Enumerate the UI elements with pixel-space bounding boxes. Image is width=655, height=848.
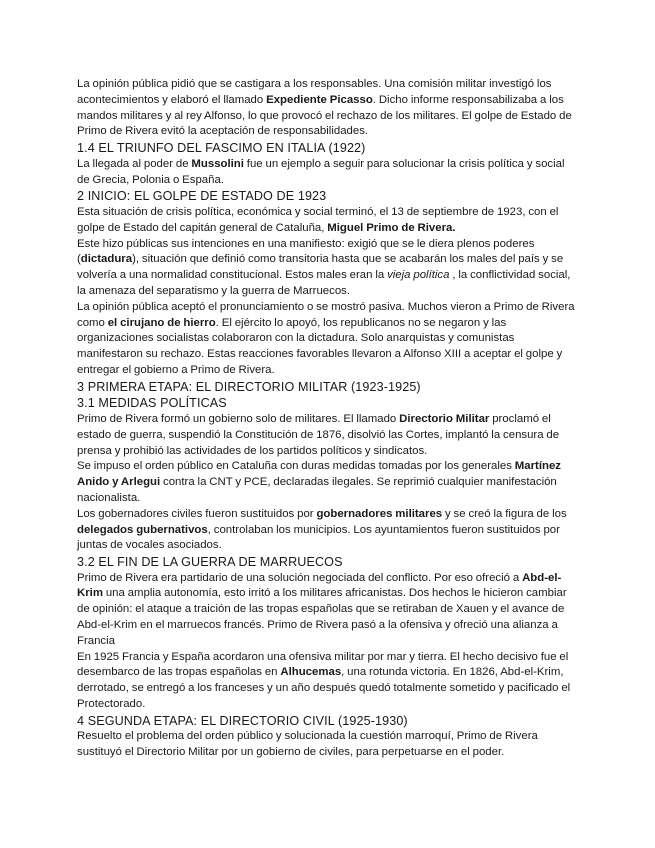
text-run: proclamó el estado de guerra, suspendió la Constitución de 1876, disolvió las Cortes, implantó la censura de prensa y prohibió las actividades de los partidos políticos y sindicatos. [77, 412, 560, 457]
text-run: Primo de Rivera era partidario de una solución negociada del conflicto. Por eso ofreció a [77, 571, 523, 584]
paragraph-golpe-13-septiembre [77, 205, 577, 237]
text-run: La opinión pública aceptó el pronunciamiento o se mostró pasiva. Muchos vieron a Primo de Rivera como [77, 300, 575, 329]
bold-term: dictadura [80, 253, 133, 266]
text-run: La opinión pública pidió que se castigara a los responsables. Una comisión militar investigó los acontecimientos y elaboró el llamado [77, 78, 552, 106]
bold-term: Mussolini [191, 157, 244, 170]
bold-term: Directorio Militar [399, 412, 490, 425]
text-run: Este hizo públicas sus intenciones en una manifiesto: exigió que se le diera plenos poderes ( [77, 237, 535, 266]
text-run: Esta situación de crisis política, económica y social terminó, el 13 de septiembre de 1923, con el golpe de Estado del capitán general de Cataluña, [77, 205, 559, 234]
bold-term: Abd-el-Krim [77, 571, 562, 600]
text-run: En 1925 Francia y España acordaron una ofensiva militar por mar y tierra. El hecho decisivo fue el desembarco de las tropas españolas en [77, 650, 569, 679]
document-page [77, 77, 577, 761]
heading-medidas-politicas: 3.1 MEDIDAS POLÍTICAS [77, 396, 227, 411]
paragraph-orden-publico-cataluna [77, 459, 577, 506]
text-run: . Dicho informe responsabilizaba a los mandos militares y al rey Alfonso, lo que provocó el rechazo de los militares. El golpe de Estado de Primo de Rivera evitó la aceptación de responsabilidades. [77, 93, 572, 138]
text-run: y se creó la figura de los [442, 507, 567, 520]
text-run: contra la CNT y PCE, declaradas ilegales. Se reprimió cualquier manifestación nacionalista. [77, 476, 557, 504]
heading-directorio-militar: 3 PRIMERA ETAPA: EL DIRECTORIO MILITAR (1923-1925) [77, 379, 421, 394]
text-run: , controlaban los municipios. Los ayuntamientos fueron sustituidos por juntas de vocales asociados. [77, 523, 560, 552]
paragraph-abd-el-krim [77, 571, 577, 650]
text-run: Primo de Rivera formó un gobierno solo de militares. El llamado [77, 412, 400, 425]
bold-term: Alhucemas [280, 666, 342, 679]
paragraph-manifiesto [77, 237, 577, 300]
text-run: ), situación que definió como transitoria hasta que se acabarán los males del país y se volvería a una normalidad constitucional. Estos males eran la [77, 253, 564, 282]
text-run: Se impuso el orden público en Cataluña con duras medidas tomadas por los generales [77, 460, 515, 473]
paragraph-gobierno-militares [77, 412, 577, 459]
heading-fascismo-italia: 1.4 EL TRIUNFO DEL FASCIMO EN ITALIA (1922) [77, 141, 366, 156]
paragraph-gobierno-civiles [77, 729, 577, 761]
bold-term: Martínez Anido y Arlegui [77, 460, 561, 489]
bold-term: gobernadores militares [316, 507, 443, 520]
bold-term: el cirujano de hierro [107, 316, 216, 329]
heading-guerra-marruecos: 3.2 EL FIN DE LA GUERRA DE MARRUECOS [77, 555, 343, 570]
text-run: La llegada al poder de [77, 157, 192, 170]
italic-term: vieja política [387, 269, 450, 282]
bold-term: Expediente Picasso [266, 93, 373, 106]
paragraph-alhucemas [77, 650, 577, 713]
bold-term: delegados gubernativos [77, 523, 208, 536]
paragraph-gobernadores [77, 507, 577, 554]
text-run: Los gobernadores civiles fueron sustituidos por [77, 507, 317, 520]
paragraph-expediente-picasso [77, 77, 577, 140]
heading-directorio-civil: 4 SEGUNDA ETAPA: EL DIRECTORIO CIVIL (1925-1930) [77, 713, 408, 728]
text-run: . El ejército lo apoyó, los republicanos no se negaron y las organizaciones socialistas colaboraron con la dictadura. Solo anarquistas y comunistas manifestaron su rechazo. Estas reacciones favorables llevaron a Alfonso XIII a aceptar el golpe y entregar el gobierno a Primo de Rivera. [77, 316, 563, 376]
text-run: Resuelto el problema del orden público y solucionada la cuestión marroquí, Primo de Rivera sustituyó el Directorio Militar por un gobierno de civiles, para perpetuarse en el poder. [77, 730, 538, 759]
heading-golpe-estado-1923: 2 INICIO: EL GOLPE DE ESTADO DE 1923 [77, 189, 327, 204]
text-run: una amplia autonomía, esto irritó a los militares africanistas. Dos hechos le hicieron cambiar de opinión: el ataque a traición de las tropas españolas que se retiraban de Xauen y el avance de Abd-el-Krim en el marruecos francés. Primo de Rivera pasó a la ofensiva y ofreció una alianza a Francia [77, 587, 567, 647]
bold-term: Miguel Primo de Rivera. [327, 221, 456, 234]
text-run: fue un ejemplo a seguir para solucionar la crisis política y social de Grecia, Polonia o España. [77, 157, 565, 186]
text-run: , la conflictividad social, la amenaza del separatismo y la guerra de Marruecos. [77, 269, 571, 297]
paragraph-mussolini [77, 157, 577, 189]
paragraph-opinion-publica [77, 300, 577, 379]
text-run: , una rotunda victoria. En 1826, Abd-el-Krim, derrotado, se entregó a los franceses y un año después quedó totalmente sometido y pacificado el Protectorado. [77, 666, 571, 711]
